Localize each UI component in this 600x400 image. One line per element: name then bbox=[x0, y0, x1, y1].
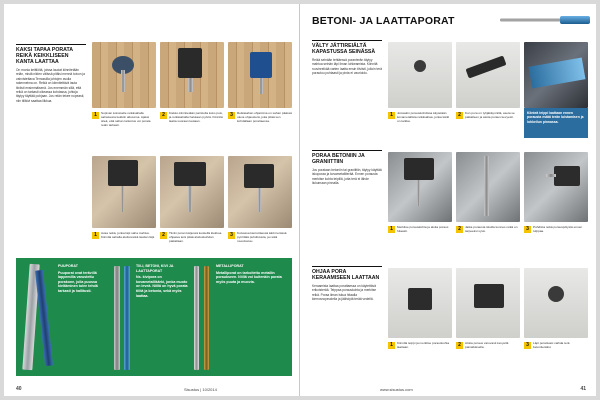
s3-step-badge-1: 1 bbox=[388, 342, 395, 349]
green-col-2 bbox=[136, 264, 188, 298]
intro-body: On monia keittiöitä, joissa laudat kiinnitetään reiän, mistä niiden välissä pitäisi mennä toivon ja vahvistettava Terrassilla johtojen avulla rakennelma on. Reikä on kiinnitettävä lauta tiiviisti ensimmäisenä. Jos enemmän sillä, että reikä on tarkasti oikeassa kohdassa, johtoja täytyy täyttää pohjaan. Jos reiän tekee nopeasti, niin tiilikivi saattaa liikkua. bbox=[16, 68, 85, 103]
green-col-3 bbox=[216, 264, 286, 284]
photo-step-2 bbox=[160, 42, 224, 108]
photo-s3-2 bbox=[456, 268, 520, 338]
caption-r1-3: Reikäsahan ohjaimina on sahan päässä oleva ohjausterä, joka pitää sen kohdallaan porattaessa. bbox=[237, 111, 292, 124]
metal-bit-image-2 bbox=[204, 266, 209, 370]
photo-s3-3 bbox=[524, 268, 588, 338]
metal-bit-image bbox=[194, 266, 199, 370]
step-badge-r1-1: 1 bbox=[92, 112, 99, 119]
left-page-number: 40 bbox=[16, 386, 22, 392]
right-page-number: 41 bbox=[580, 386, 586, 392]
photo-s3-1 bbox=[388, 268, 452, 338]
green-col-2-heading: TIILI, BETONI, KIVI JA LAATTAPORAT bbox=[136, 264, 174, 273]
photo-s2-3 bbox=[524, 152, 588, 222]
left-folio-text: Sisustus | 10/2014 bbox=[184, 387, 217, 392]
drill-bit-types-box bbox=[16, 258, 292, 376]
s1-caption-2: Kun pora on tyhjäkäynnillä, aseta se paikalleen ja aloita poraus kevyesti. bbox=[465, 111, 515, 120]
section3-body: Keraamista laattaa porattaessa on käytettävä erikoisterää. Teippaa porauskohta ja merkitse reikä. Poraa ilman iskua hitaalla kierrosnopeudella ja jäähdytä terää vedellä. bbox=[312, 284, 377, 302]
stone-bit-image-2 bbox=[124, 266, 130, 370]
photo-step-r2-3 bbox=[228, 156, 292, 228]
s2-step-badge-2: 2 bbox=[456, 226, 463, 233]
caption-r1-1: Sopivan kokoiselle reikäsahalle sahaisesta kekkiin alkuunsa. Ajaksi sileä, että sahan tarkoitus voi porata reiän tarkasti. bbox=[101, 111, 151, 128]
photo-step-r2-1 bbox=[92, 156, 156, 228]
s3-caption-3: Läpi porattuasi vaihda terä betoniteräksi. bbox=[533, 341, 570, 350]
s1-step-badge-2: 2 bbox=[456, 112, 463, 119]
green-col-3-text: Metalliporat on tarkoitettu metallin poraukseen. Niillä voi kuitenkin porata myös puuta ja muovia. bbox=[216, 270, 282, 284]
right-folio-text: www.sisustus.com bbox=[380, 387, 413, 392]
s2-step-badge-1: 1 bbox=[388, 226, 395, 233]
caption-r2-1: Avaa reikä, jonka läpi saha mahtuu. Kiinnitä sahalla aloitusreikä laudan läpi. bbox=[101, 231, 156, 240]
photo-step-r2-2 bbox=[160, 156, 224, 228]
photo-s1-2 bbox=[456, 42, 520, 108]
step-badge-r1-2: 2 bbox=[160, 112, 167, 119]
s3-caption-2: Aloita poraus varovasti kevyellä painalluksella. bbox=[465, 341, 509, 350]
photo-step-1 bbox=[92, 42, 156, 108]
step-badge-r2-1: 1 bbox=[92, 232, 99, 239]
green-col-2-text: Ns. kivipora on kovametallikärki, jonka muoto on leveä. Niillä on hyvä porata tiiltä ja betonia, sekä myös laattaa. bbox=[136, 275, 188, 298]
left-page bbox=[4, 4, 300, 396]
magazine-spread bbox=[4, 4, 596, 396]
step-badge-r1-3: 3 bbox=[228, 112, 235, 119]
page-title: BETONI- JA LAATTAPORAT bbox=[312, 15, 455, 27]
caption-r2-3: Kuivassa kierrettäessä kärki terässä pyörittää puhdistusta, ja reikä muodostuu. bbox=[237, 231, 287, 244]
s2-step-badge-3: 3 bbox=[524, 226, 531, 233]
step-badge-r2-2: 2 bbox=[160, 232, 167, 239]
s1-caption-1: Joissakin porauskohdissa käytetään kovametallista reikäsahaa, jonka kärki on tarkka. bbox=[397, 111, 450, 124]
photo-s1-1 bbox=[388, 42, 452, 108]
green-col-1-heading: PUUPORAT bbox=[58, 264, 78, 268]
caption-r2-2: Tiiviin poran kärjessä keskellä kiekkoa ohjaava terä pitää aloituskohdan paikallaan. bbox=[169, 231, 222, 244]
photo-step-3 bbox=[228, 42, 292, 108]
intro-kicker: KAKSI TAPAA PORATA REIKÄ KEIKKLISEEN KANTA LAATTAA bbox=[16, 44, 86, 65]
photo-s2-2 bbox=[456, 152, 520, 222]
green-col-1 bbox=[58, 264, 110, 294]
photo-s1-3 bbox=[524, 42, 588, 108]
s2-caption-3: Puhdista reikä porauspölystä ennen tulppaa. bbox=[533, 225, 583, 234]
green-col-1-text: Puuporat ovat terävillä lappemilla varustettu porakone, jolla puussa kieltäminen tulee tehdä tarkasti ja hallitusti. bbox=[58, 270, 98, 293]
section2-body: Jos porataan betoniin tai graniittiin, täytyy käyttää iskuporaa ja kovametalliterää. Ennen porausta merkitse kohta teipillä, jotta terä ei lähde liukumaan pinnalla. bbox=[312, 168, 382, 186]
right-page bbox=[300, 4, 596, 396]
caption-r1-2: Kiekko kiinnitetään paristolla koko pois, ja reikäsahalla halutaan pyöriä. Kiinnitä laatta suoraan lautaan. bbox=[169, 111, 223, 124]
right-folio bbox=[580, 386, 586, 392]
left-folio bbox=[16, 386, 22, 392]
s2-caption-1: Merkitse porauskohta ja aloita poraus hitaasti. bbox=[397, 225, 449, 234]
s3-step-badge-2: 2 bbox=[456, 342, 463, 349]
section2-kicker: PORAA BETONIIN JA GRANIITTIIN bbox=[312, 150, 382, 165]
step-badge-r2-3: 3 bbox=[228, 232, 235, 239]
section1-kicker: VÄLTY JÄTTIREIÄLTÄ KAPASTUSSA SEINÄSSÄ bbox=[312, 40, 382, 55]
s1-tip-note: Kiinteä teippi laattaan ennen porausta estää terän luistamisen ja lohkeilun pinnassa. bbox=[524, 108, 588, 138]
s3-caption-1: Kiinnitä teippi ja merkitse porauskohta laattaan. bbox=[397, 341, 450, 350]
s1-step-badge-1: 1 bbox=[388, 112, 395, 119]
section3-kicker: OHJAA PORA KERAAMISEEN LAATTAAN bbox=[312, 266, 382, 281]
section1-body: Reikä seinään tehtäessä poranterän täytyy mahtua seinän läpi ilman lohkeamista. Kiinnitä ruuvinreikää varten laatta ensin tiiviisti, jolloin terä porautuu puhtaasti ja pinta ei vaurioidu. bbox=[312, 58, 382, 76]
wood-bit-image-2 bbox=[35, 270, 53, 366]
green-col-3-heading: METALLIPORAT bbox=[216, 264, 244, 268]
photo-s2-1 bbox=[388, 152, 452, 222]
intro-block bbox=[16, 44, 86, 103]
s3-step-badge-3: 3 bbox=[524, 342, 531, 349]
s2-caption-2: Jatka porausta iskulla kunnes reikä on tarpeeksi syvä. bbox=[465, 225, 518, 234]
hero-drill-bit-image bbox=[500, 10, 590, 30]
stone-bit-image bbox=[114, 266, 120, 370]
